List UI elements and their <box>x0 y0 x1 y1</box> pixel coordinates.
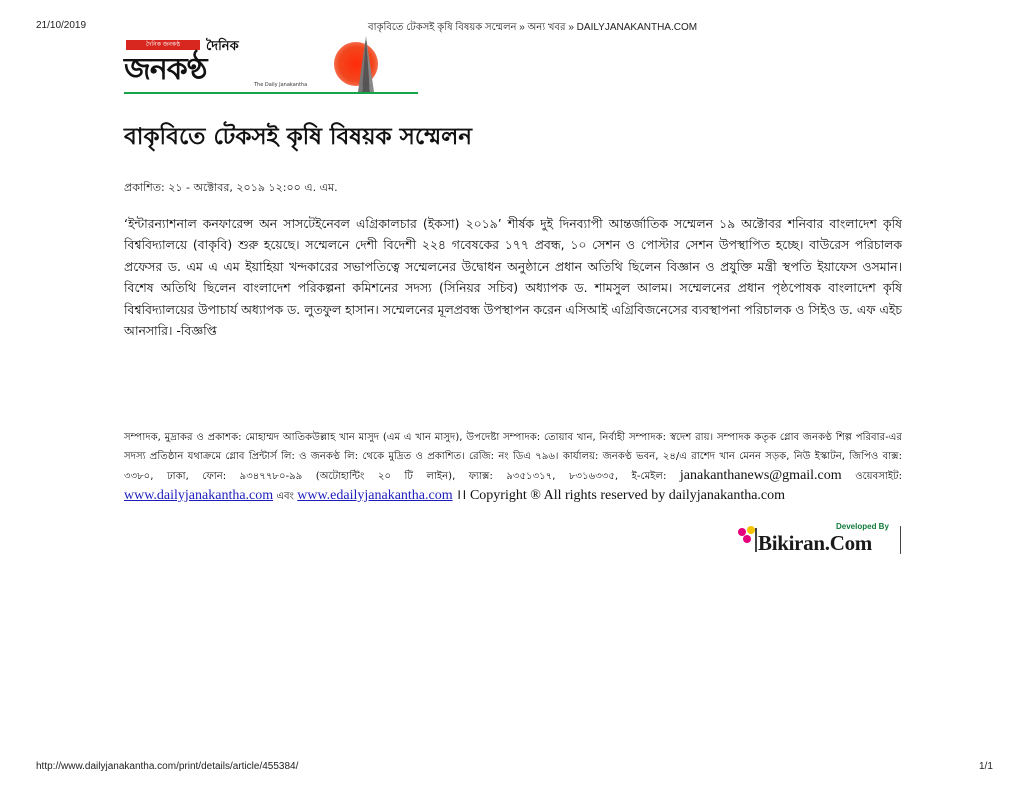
logo-tagline: The Daily Janakantha <box>254 82 308 88</box>
footer-imprint <box>124 428 902 506</box>
developer-brand: Bikiran.Com <box>758 531 872 555</box>
newspaper-logo[interactable] <box>124 36 418 96</box>
developer-right-rule <box>900 526 901 554</box>
logo-flag-banner: দৈনিক জনকণ্ঠ <box>126 40 200 50</box>
article-body: ‘ইন্টারন্যাশনাল কনফারেন্স অন সাসটেইনেবল এগ্রিকালচার (ইকসা) ২০১৯’ শীর্ষক দুই দিনব্যাপী আন্তর্জাতিক সম্মেলন ১৯ অক্টোবর শনিবার বাংলাদেশ কৃষি বিশ্ববিদ্যালয়ে (বাকৃবি) শুরু হয়েছে। সম্মেলনে দেশী বিদেশী ২২৪ গবেষকের ১৭৭ প্রবন্ধ, ১০ সেশন ও পোস্টার সেশন উপস্থাপিত হচ্ছে। বাউরেস পরিচালক প্রফেসর ড. এম এ এম ইয়াহিয়া খন্দকারের সভাপতিত্বে সম্মেলনের উদ্বোধন অনুষ্ঠানে প্রধান অতিথি ছিলেন বিজ্ঞান ও প্রযুক্তি মন্ত্রী স্থপতি ইয়াফেস ওসমান। বিশেষ অতিথি ছিলেন বাংলাদেশ পরিকল্পনা কমিশনের সদস্য (সিনিয়র সচিব) অধ্যাপক ড. শামসুল আলম। সম্মেলনের প্রধান পৃষ্ঠপোষক বাংলাদেশ কৃষি বিশ্ববিদ্যালয়ের উপাচার্য অধ্যাপক ড. লুতফুল হাসান। সম্মেলনের মূলপ্রবন্ধ উপস্থাপন করেন এসিআই এগ্রিবিজনেসের ব্যবস্থাপনা পরিচালক ও সিইও ড. এফ এইচ আনসারি। -বিজ্ঞপ্তি <box>124 216 902 339</box>
print-date: 21/10/2019 <box>36 20 87 31</box>
developer-label: Developed By <box>836 522 889 531</box>
logo-green-rule <box>124 92 418 94</box>
and-word: এবং <box>276 491 295 502</box>
martyrs-monument-icon <box>356 36 376 92</box>
copyright-text: ।। Copyright ® All rights reserved by dailyjanakantha.com <box>455 488 786 503</box>
daily-site-link[interactable]: www.dailyjanakantha.com <box>124 488 274 503</box>
print-page-number: 1/1 <box>979 761 993 772</box>
website-label: ওয়েবসাইট: <box>855 471 902 482</box>
published-date: প্রকাশিত: ২১ - অক্টোবর, ২০১৯ ১২:০০ এ. এম. <box>124 181 338 194</box>
edaily-site-link[interactable]: www.edailyjanakantha.com <box>297 488 453 503</box>
logo-name: জনকণ্ঠ <box>124 52 207 87</box>
print-page-title: বাকৃবিতে টেকসই কৃষি বিষয়ক সম্মেলন » অন্য খবর » DAILYJANAKANTHA.COM <box>368 22 698 33</box>
dot-yellow-icon <box>747 526 755 534</box>
dot-pink-icon <box>743 535 751 543</box>
logo-sub-name: দৈনিক <box>206 39 239 54</box>
developer-left-rule <box>755 528 757 552</box>
contact-email: janakanthanews@gmail.com <box>679 468 842 483</box>
developer-credit[interactable] <box>736 522 902 556</box>
article-headline: বাকৃবিতে টেকসই কৃষি বিষয়ক সম্মেলন <box>124 124 473 150</box>
imprint-text: সম্পাদক, মুদ্রাকর ও প্রকাশক: মোহাম্মদ আতিকউল্লাহ খান মাসুদ (এম এ খান মাসুদ), উপদেষ্টা সম্পাদক: তোয়াব খান, নির্বাহী সম্পাদক: স্বদেশ রায়। সম্পাদক কতৃক গ্লোব জনকণ্ঠ শিল্প পরিবার-এর সদস্য প্রতিষ্ঠান যথাক্রমে গ্লোব প্রিন্টার্স লি: ও জনকণ্ঠ লি: থেকে মুদ্রিত ও প্রকাশিত। রেজি: নং ডিএ ৭৯৬। কার্যালয়: জনকণ্ঠ ভবন, ২৪/এ রাশেদ খান মেনন সড়ক, নিউ ইস্কাটন, জিপিও বাক্স: ৩৩৮০, ঢাকা, ফোন: ৯৩৪৭৭৮০-৯৯ (অটোহান্টিং ২০ টি লাইন), ফ্যাক্স: ৯৩৫১৩১৭, ৮৩১৬৩৩৫, ই-মেইল: <box>124 432 902 482</box>
print-source-url: http://www.dailyjanakantha.com/print/details/article/455384/ <box>36 761 299 772</box>
